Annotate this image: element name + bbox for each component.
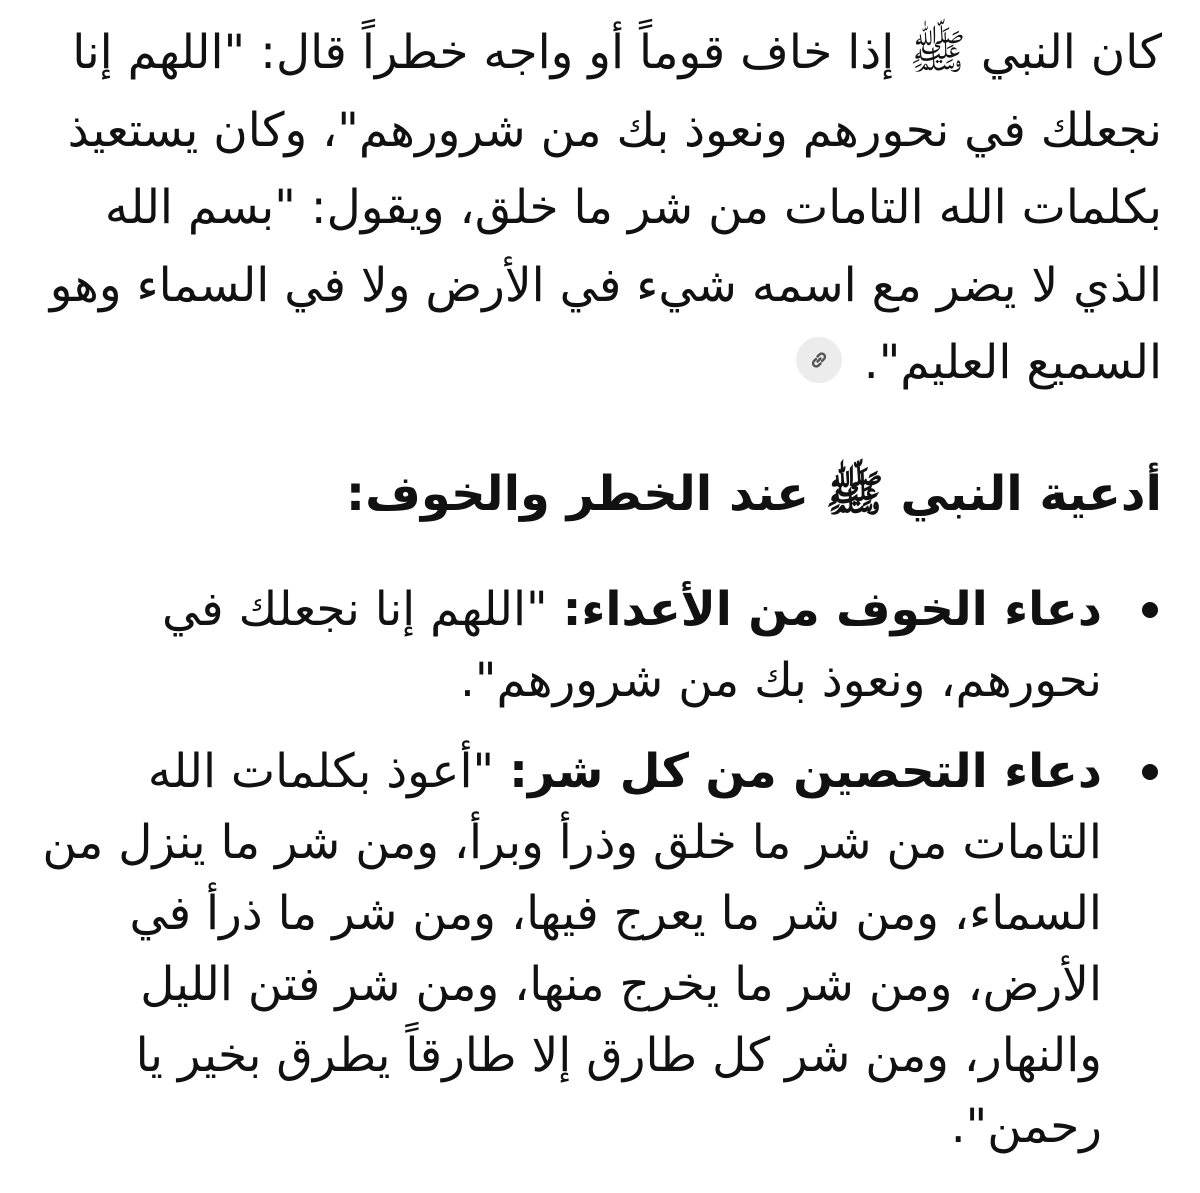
- list-item-title: دعاء التحصين من كل شر:: [509, 743, 1102, 799]
- link-icon: [807, 348, 831, 372]
- section-heading: أدعية النبي ﷺ عند الخطر والخوف:: [345, 465, 1162, 522]
- bullet-icon: [1142, 602, 1158, 618]
- bullet-icon: [1142, 764, 1158, 780]
- list-item: [40, 574, 1162, 716]
- source-link-button[interactable]: [796, 337, 842, 383]
- list-item: [40, 736, 1162, 1162]
- intro-paragraph: [40, 14, 1162, 402]
- list-item-title: دعاء الخوف من الأعداء:: [562, 581, 1102, 637]
- list-item-text: "اللهم إنا نجعلك في نحورهم، ونعوذ بك من شرورهم".: [161, 581, 1102, 708]
- intro-text: كان النبي ﷺ إذا خاف قوماً أو واجه خطراً قال: "اللهم إنا نجعلك في نحورهم ونعوذ بك من شرورهم"، وكان يستعيذ بكلمات الله التامات من شر ما خلق، ويقول: "بسم الله الذي لا يضر مع اسمه شيء في الأرض ولا في السماء وهو السميع العليم".: [49, 25, 1162, 390]
- dua-list: [40, 574, 1162, 1162]
- document-page: [40, 14, 1162, 1182]
- list-item-text: "أعوذ بكلمات الله التامات من شر ما خلق وذرأ وبرأ، ومن شر ما ينزل من السماء، ومن شر ما يعرج فيها، ومن شر ما ذرأ في الأرض، ومن شر ما يخرج منها، ومن شر فتن الليل والنهار، ومن شر كل طارق إلا طارقاً يطرق بخير يا رحمن".: [42, 743, 1102, 1154]
